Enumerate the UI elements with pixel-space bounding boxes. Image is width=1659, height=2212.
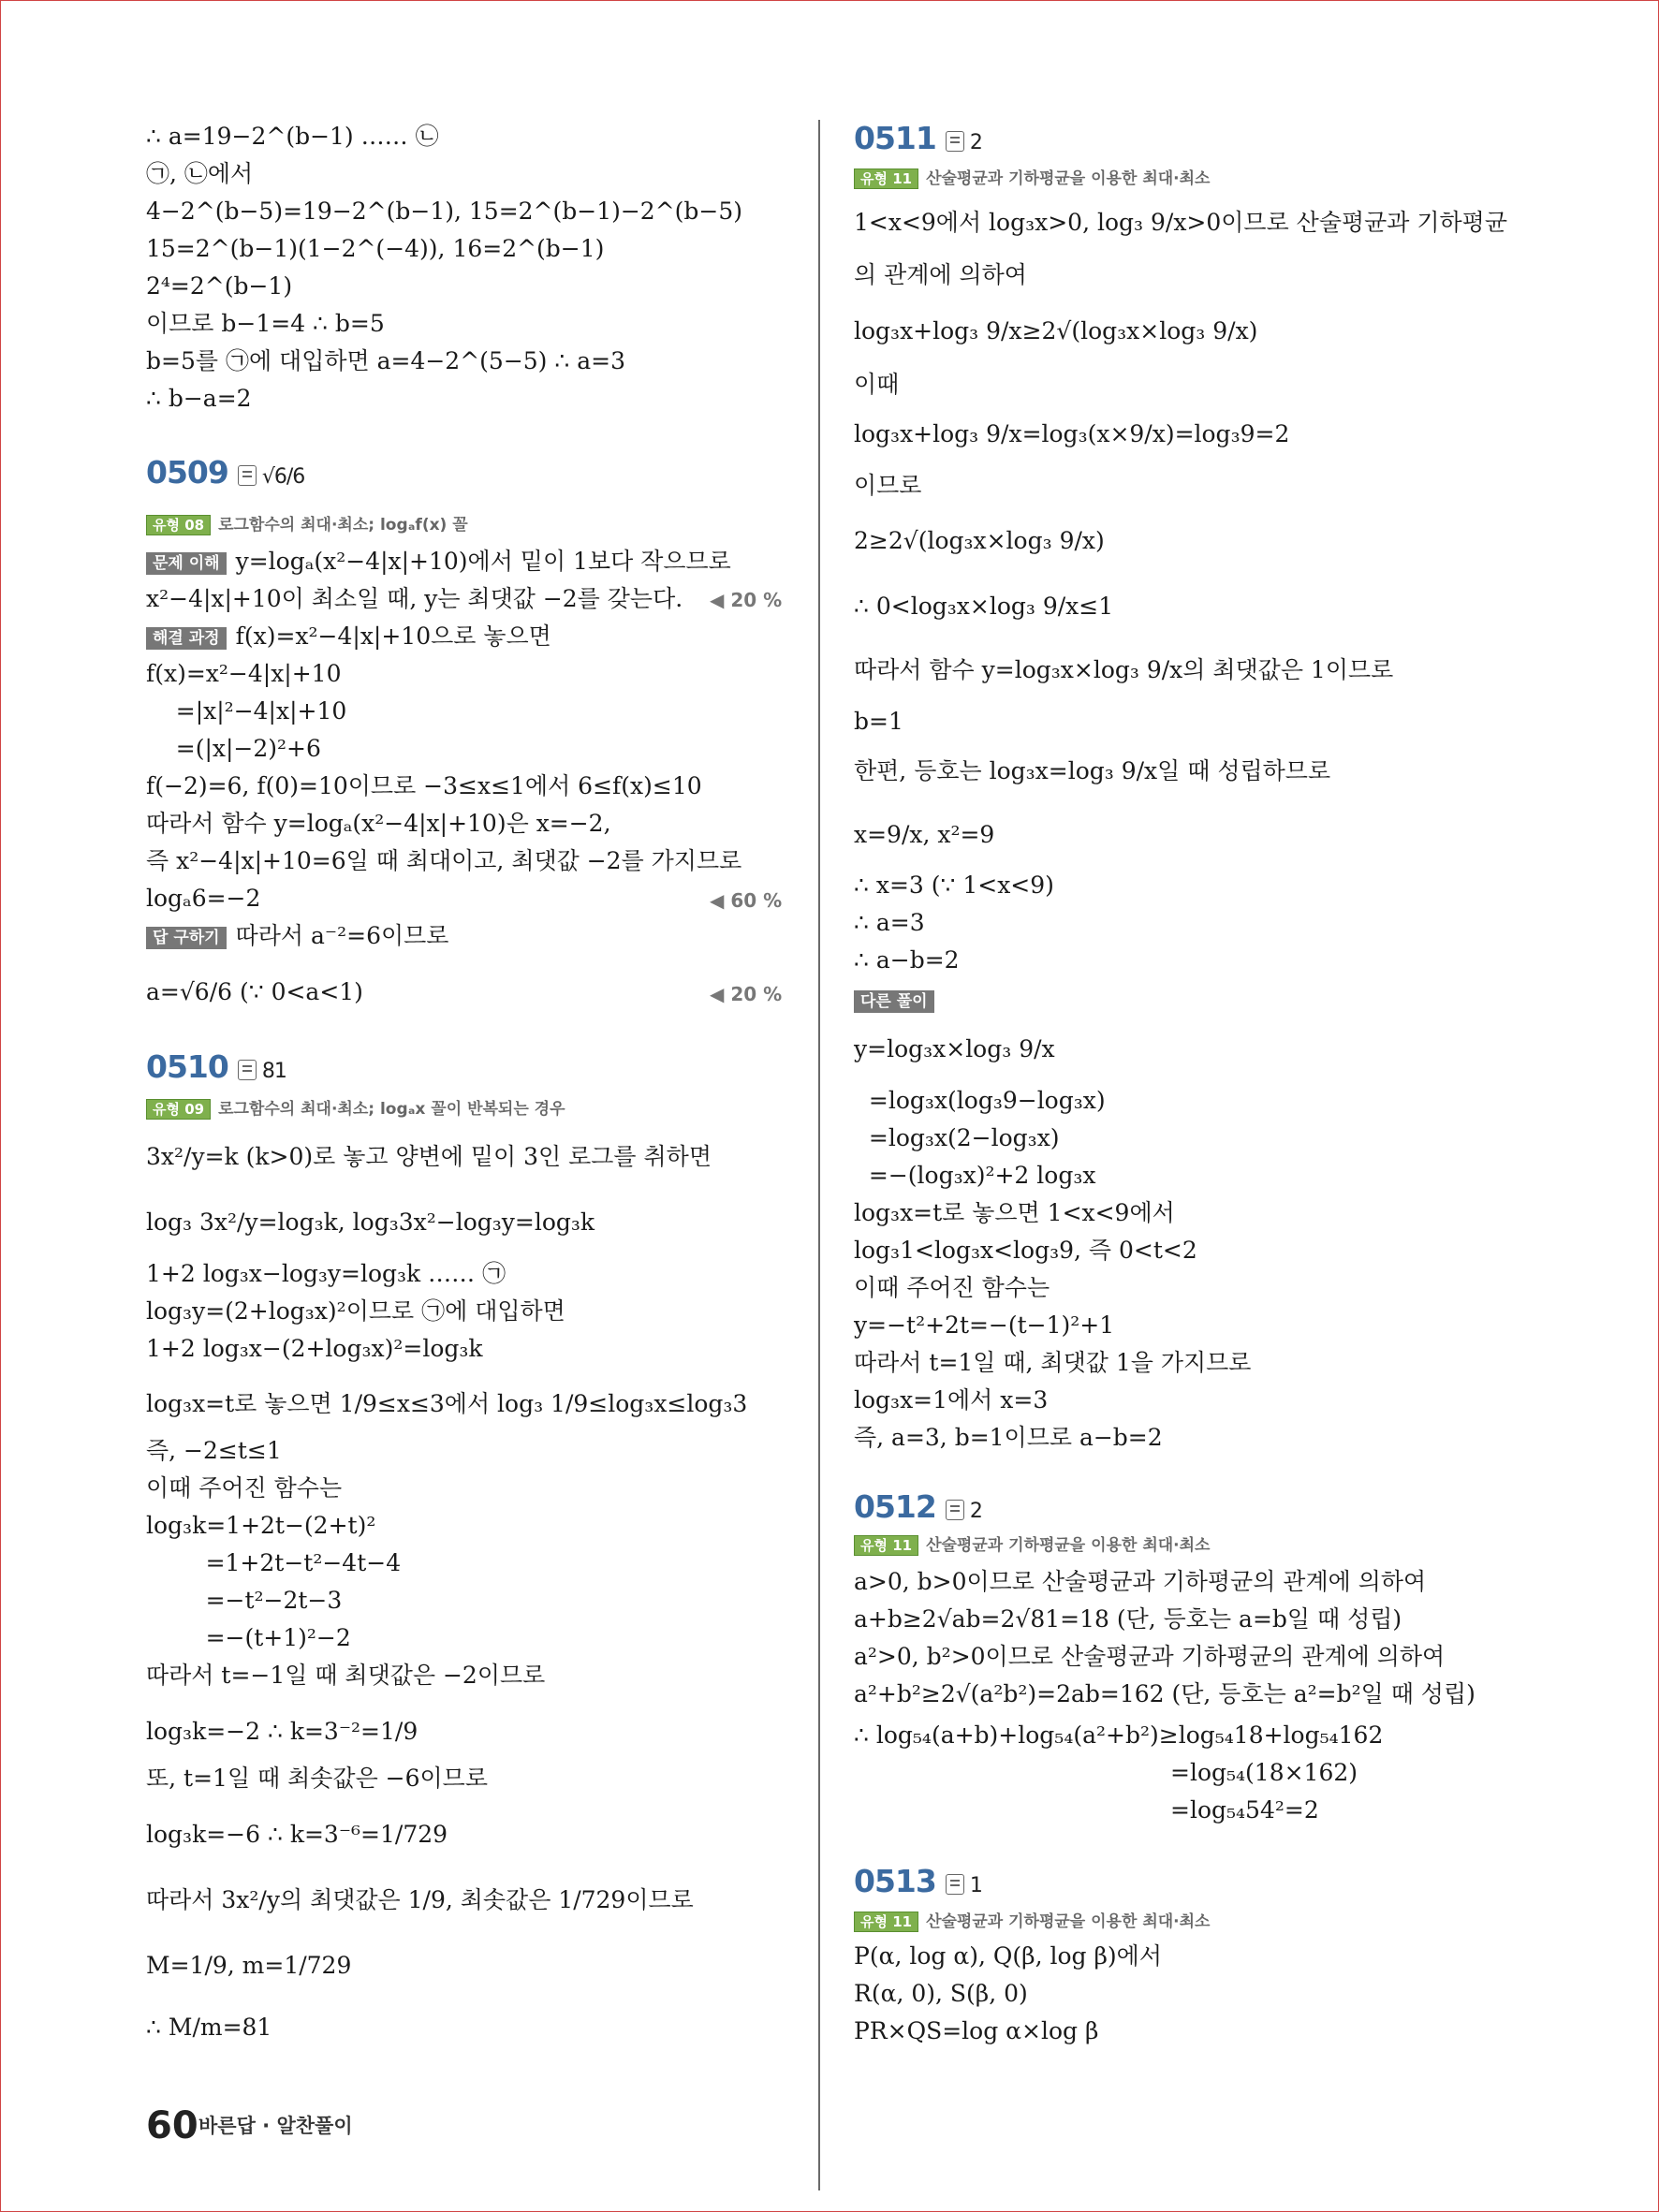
answer-icon [238,1060,257,1080]
type-tag-text: 산술평균과 기하평균을 이용한 최대·최소 [926,1912,1211,1931]
line-text: y=logₐ(x²−4|x|+10)에서 밑이 1보다 작으므로 [235,548,731,575]
text-line: =|x|²−4|x|+10 [146,697,347,725]
text-line: ∴ a=3 [854,909,925,936]
text-line: 2≥2√(log₃x×log₃ 9/x) [854,527,1105,554]
text-line: f(x)=x²−4|x|+10 [146,660,342,687]
text-line: x²−4|x|+10이 최소일 때, y는 최댓값 −2를 갖는다. [146,585,683,612]
text-line: 또, t=1일 때 최솟값은 −6이므로 [146,1765,488,1792]
column-divider [818,120,820,2190]
text-line [146,622,551,652]
text-line: 즉 x²−4|x|+10=6일 때 최대이고, 최댓값 −2를 가지므로 [146,847,742,874]
text-line: =log₅₄(18×162) [1170,1759,1358,1786]
type-tag-text: 로그함수의 최대·최소; logₐx 꼴이 반복되는 경우 [218,1100,565,1119]
text-line: a=√6/6 (∵ 0<a<1) [146,978,363,1005]
text-line: =log₃x(2−log₃x) [854,1124,1060,1151]
problem-number: 0511 [854,120,936,156]
text-line: M=1/9, m=1/729 [146,1952,352,1979]
type-tag [854,165,1210,189]
type-tag-text: 산술평균과 기하평균을 이용한 최대·최소 [926,1536,1211,1555]
text-line: ㉠, ㉡에서 [146,160,254,187]
text-line: y=−t²+2t=−(t−1)²+1 [854,1311,1115,1339]
type-tag-badge: 유형 11 [854,1535,918,1556]
text-line: b=5를 ㉠에 대입하면 a=4−2^(5−5) ∴ a=3 [146,347,625,374]
text-line: 의 관계에 의하여 [854,261,1027,288]
answer-icon [946,1500,964,1520]
text-line: ∴ 0<log₃x×log₃ 9/x≤1 [854,593,1114,620]
type-tag-badge: 유형 11 [854,168,918,189]
percent-score: ◀ 20 % [710,983,783,1005]
answer-icon [238,465,257,486]
answer-value: 1 [969,1874,982,1897]
text-line: 즉, a=3, b=1이므로 a−b=2 [854,1424,1163,1451]
text-line: ∴ x=3 (∵ 1<x<9) [854,872,1054,899]
text-line: f(−2)=6, f(0)=10이므로 −3≤x≤1에서 6≤f(x)≤10 [146,772,702,799]
text-line: P(α, log α), Q(β, log β)에서 [854,1942,1162,1970]
step-label: 문제 이해 [146,552,227,575]
text-line: ∴ a−b=2 [854,946,960,974]
text-line: =−(log₃x)²+2 log₃x [854,1162,1096,1189]
text-line: =log₃x(log₃9−log₃x) [854,1087,1106,1114]
step-label: 다른 풀이 [854,990,934,1013]
text-line: 1<x<9에서 log₃x>0, log₃ 9/x>0이므로 산술평균과 기하평균 [854,209,1507,236]
answer-icon [946,1874,964,1895]
text-line [146,921,448,951]
text-line: R(α, 0), S(β, 0) [854,1980,1028,2007]
text-line: log₃1<log₃x<log₃9, 즉 0<t<2 [854,1237,1197,1264]
problem-number: 0510 [146,1048,228,1085]
text-line: x=9/x, x²=9 [854,821,995,848]
type-tag [146,1095,565,1120]
percent-score: ◀ 20 % [710,589,783,611]
text-line: 따라서 함수 y=log₃x×log₃ 9/x의 최댓값은 1이므로 [854,656,1394,683]
text-line: 한편, 등호는 log₃x=log₃ 9/x일 때 성립하므로 [854,757,1331,784]
text-line: log₃x+log₃ 9/x≥2√(log₃x×log₃ 9/x) [854,317,1258,344]
type-tag [854,1531,1210,1556]
text-line: 따라서 t=1일 때, 최댓값 1을 가지므로 [854,1349,1252,1376]
text-line: log₃k=1+2t−(2+t)² [146,1512,376,1539]
problem-number: 0513 [854,1863,936,1899]
text-line: 따라서 t=−1일 때 최댓값은 −2이므로 [146,1662,546,1689]
type-tag-text: 로그함수의 최대·최소; logₐf(x) 꼴 [218,516,468,535]
text-line: y=log₃x×log₃ 9/x [854,1035,1055,1062]
text-line [146,547,731,577]
text-line: 즉, −2≤t≤1 [146,1437,282,1464]
text-line: log₃y=(2+log₃x)²이므로 ㉠에 대입하면 [146,1297,565,1325]
text-line: =1+2t−t²−4t−4 [146,1549,402,1576]
type-tag-badge: 유형 11 [854,1912,918,1932]
text-line: PR×QS=log α×log β [854,2017,1099,2044]
text-line: b=1 [854,708,903,735]
answer-badge [946,1874,982,1897]
answer-badge [238,1060,286,1083]
text-line: 15=2^(b−1)(1−2^(−4)), 16=2^(b−1) [146,235,605,262]
text-line: ∴ a=19−2^(b−1) …… ㉡ [146,123,439,150]
text-line: log₃x=t로 놓으면 1<x<9에서 [854,1199,1175,1226]
text-line: log₃x=t로 놓으면 1/9≤x≤3에서 log₃ 1/9≤log₃x≤log₃3 [146,1390,748,1417]
step-label: 답 구하기 [146,927,227,949]
text-line: a>0, b>0이므로 산술평균과 기하평균의 관계에 의하여 [854,1568,1427,1595]
text-line: 1+2 log₃x−(2+log₃x)²=log₃k [146,1335,483,1362]
text-line: 따라서 3x²/y의 최댓값은 1/9, 최솟값은 1/729이므로 [146,1886,694,1913]
text-line: 따라서 함수 y=logₐ(x²−4|x|+10)은 x=−2, [146,810,611,837]
text-line: a²>0, b²>0이므로 산술평균과 기하평균의 관계에 의하여 [854,1643,1446,1670]
text-line: logₐ6=−2 [146,885,261,912]
problem-number-0509 [146,454,304,491]
text-line: 이므로 [854,472,922,499]
type-tag-text: 산술평균과 기하평균을 이용한 최대·최소 [926,169,1211,188]
alt-solution-label [854,985,944,1015]
text-line: ∴ M/m=81 [146,2014,272,2041]
text-line: a²+b²≥2√(a²b²)=2ab=162 (단, 등호는 a²=b²일 때 성립) [854,1680,1475,1707]
text-line: 이므로 b−1=4 ∴ b=5 [146,310,385,337]
text-line: =−(t+1)²−2 [146,1624,351,1651]
text-line: =(|x|−2)²+6 [146,735,321,762]
text-line: 이때 주어진 함수는 [854,1274,1050,1301]
answer-badge [946,1500,982,1523]
step-label: 해결 과정 [146,627,227,650]
answer-value: 81 [261,1060,286,1083]
problem-number: 0509 [146,454,228,491]
type-tag [146,511,468,535]
text-line: =log₅₄54²=2 [1170,1796,1319,1824]
text-line: log₃x+log₃ 9/x=log₃(x×9/x)=log₃9=2 [854,420,1290,447]
text-line: log₃k=−2 ∴ k=3⁻²=1/9 [146,1718,418,1745]
answer-value: 2 [969,131,982,154]
line-text: 따라서 a⁻²=6이므로 [235,922,449,949]
problem-number-0513 [854,1863,982,1899]
text-line: log₃k=−6 ∴ k=3⁻⁶=1/729 [146,1821,448,1848]
text-line: ∴ b−a=2 [146,385,252,412]
text-line: 1+2 log₃x−log₃y=log₃k …… ㉠ [146,1260,507,1287]
text-line: 4−2^(b−5)=19−2^(b−1), 15=2^(b−1)−2^(b−5) [146,198,743,225]
problem-number: 0512 [854,1488,936,1525]
footer-title: 바른답 · 알찬풀이 [198,2115,353,2137]
answer-badge [238,465,304,489]
problem-number-0512 [854,1488,982,1525]
percent-score: ◀ 60 % [710,889,783,912]
text-line: ∴ log₅₄(a+b)+log₅₄(a²+b²)≥log₅₄18+log₅₄162 [854,1721,1384,1749]
page-number: 60 [146,2104,198,2147]
answer-value: √6/6 [261,465,305,489]
problem-number-0511 [854,120,982,156]
answer-icon [946,131,964,152]
text-line: 이때 주어진 함수는 [146,1474,343,1502]
text-line: a+b≥2√ab=2√81=18 (단, 등호는 a=b일 때 성립) [854,1605,1402,1633]
text-line: 3x²/y=k (k>0)로 놓고 양변에 밑이 3인 로그를 취하면 [146,1143,712,1170]
text-line: =−t²−2t−3 [146,1587,343,1614]
text-line: 2⁴=2^(b−1) [146,272,293,300]
type-tag [854,1908,1210,1932]
text-line: 이때 [854,371,900,398]
problem-number-0510 [146,1048,286,1085]
type-tag-badge: 유형 09 [146,1099,211,1120]
answer-value: 2 [969,1500,982,1523]
line-text: f(x)=x²−4|x|+10으로 놓으면 [235,623,551,650]
text-line: log₃x=1에서 x=3 [854,1386,1049,1414]
answer-badge [946,131,982,154]
text-line: log₃ 3x²/y=log₃k, log₃3x²−log₃y=log₃k [146,1209,595,1236]
type-tag-badge: 유형 08 [146,515,211,535]
